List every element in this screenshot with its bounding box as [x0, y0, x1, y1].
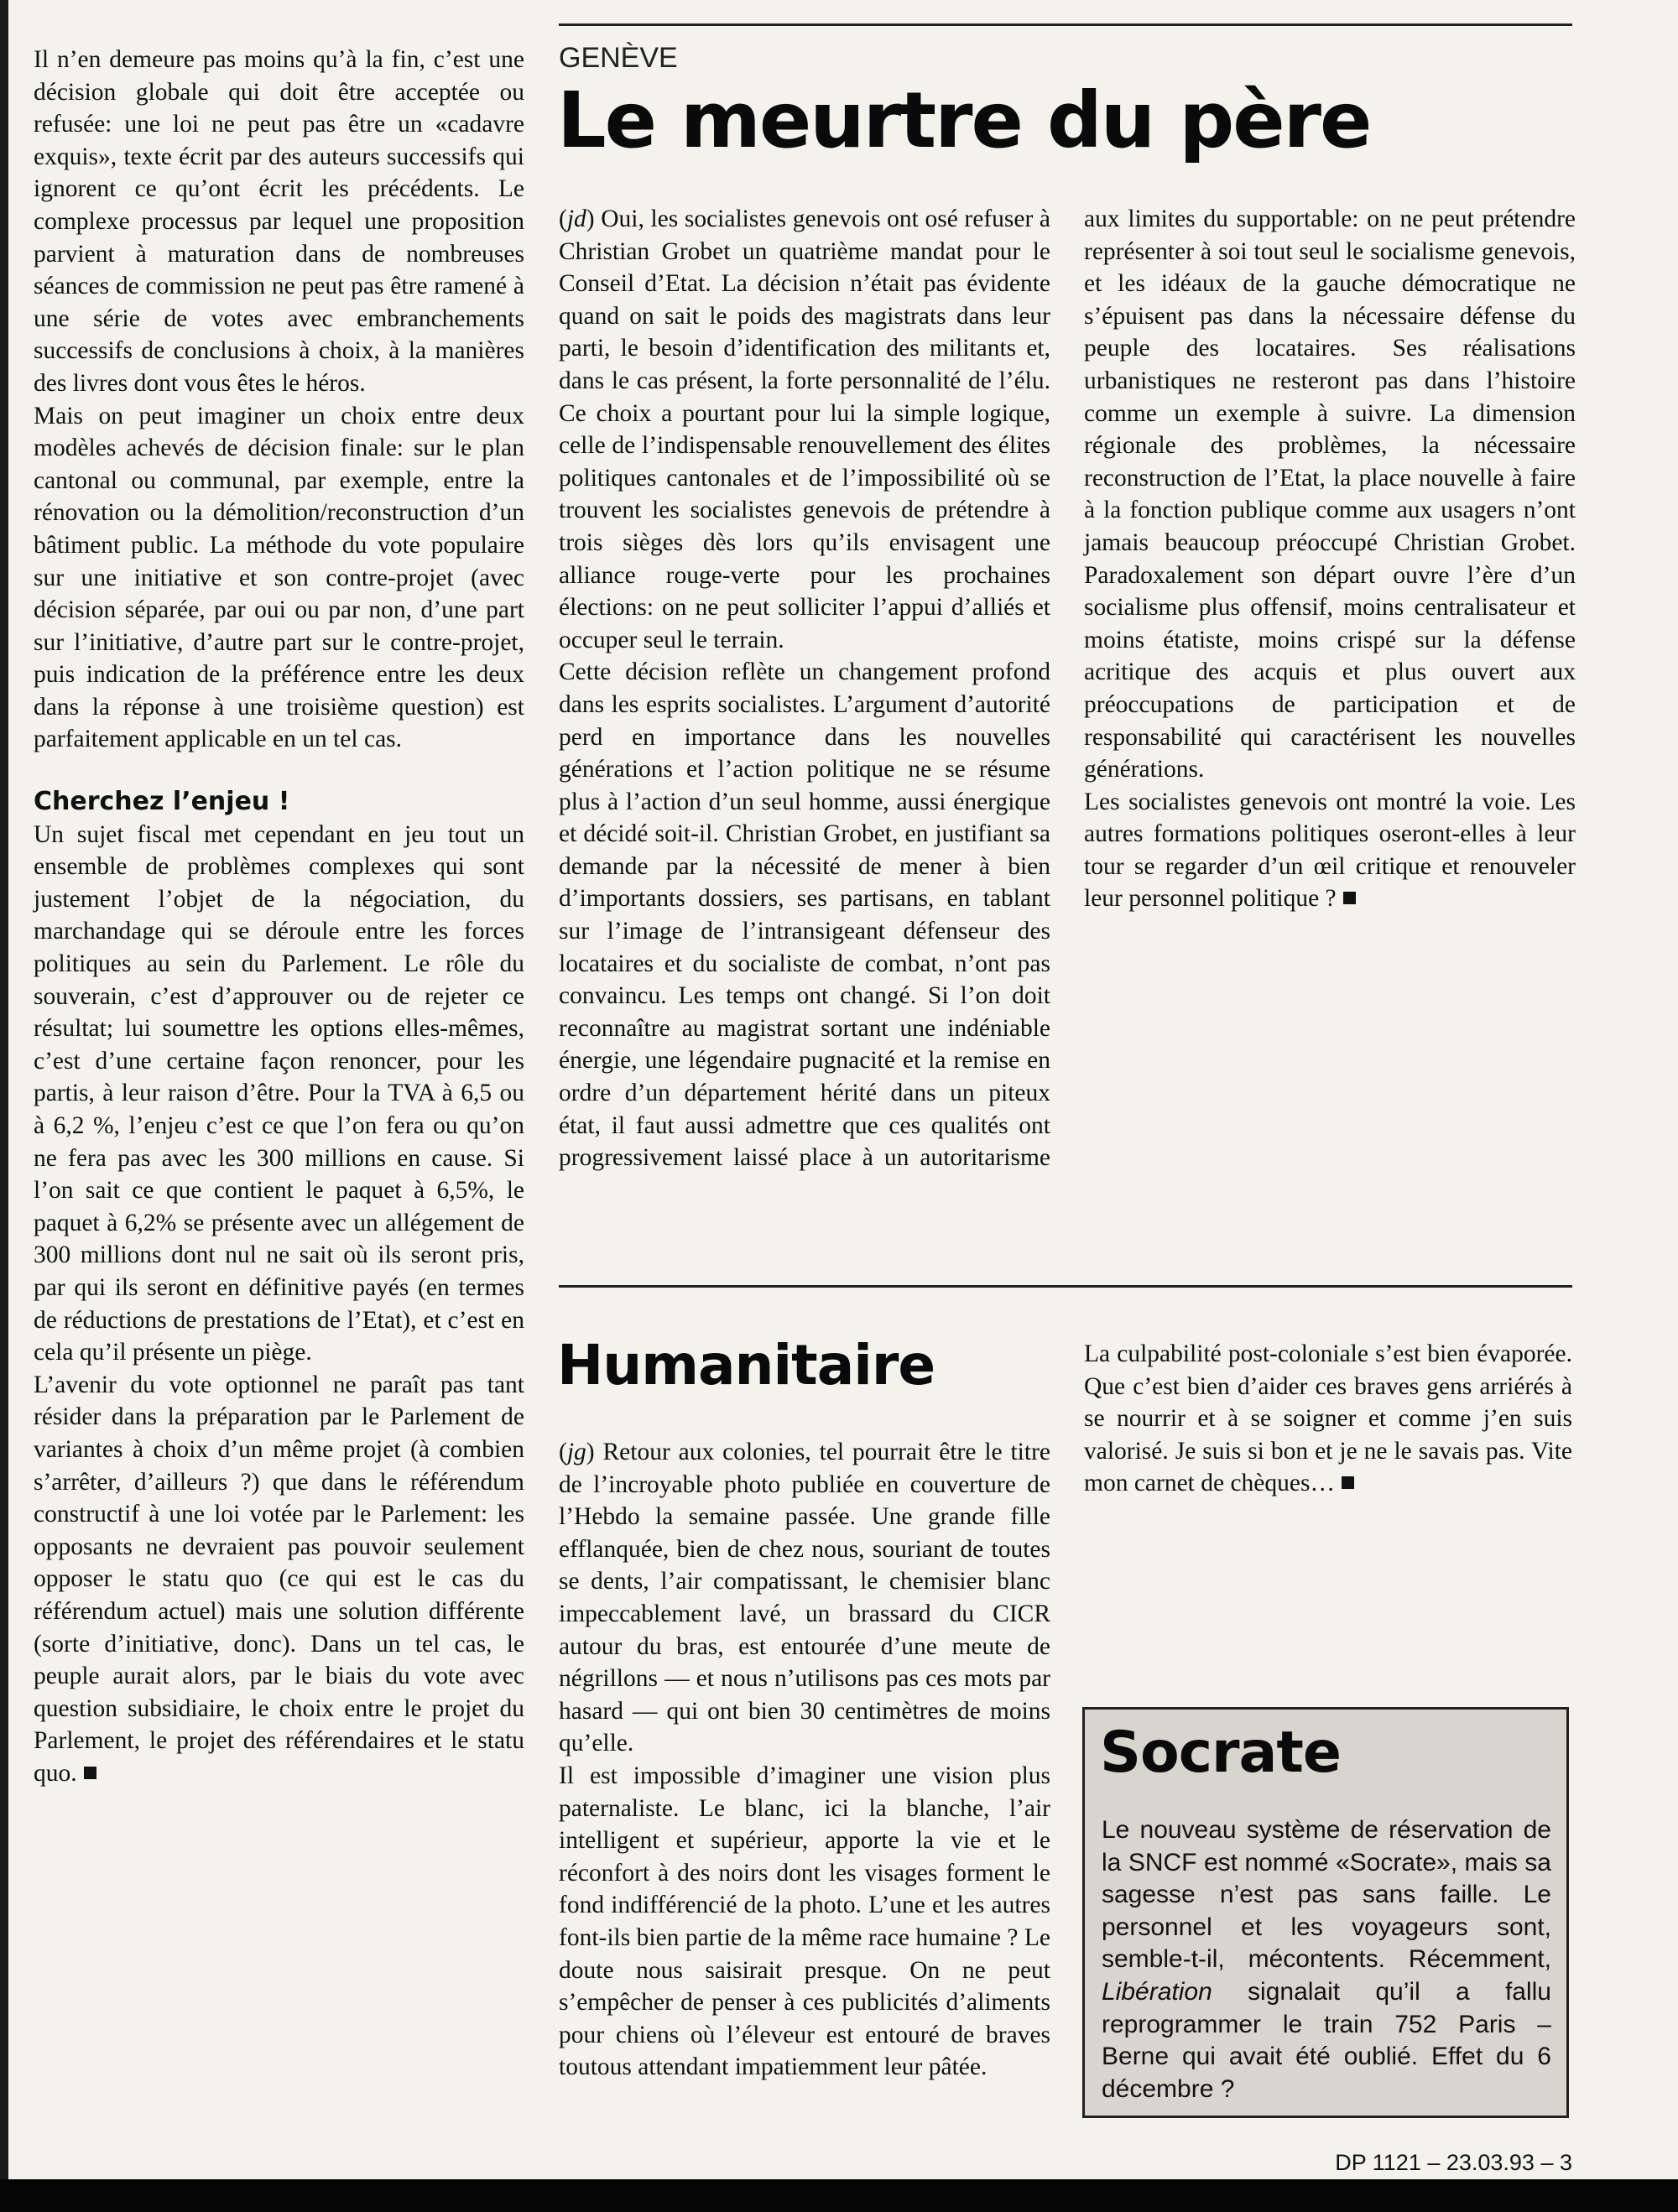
box-text: [1102, 1814, 1551, 2105]
article2-column-1: [559, 1436, 1050, 2084]
article-paragraph: Cette décision reflète un changement profond dans les esprits socialistes. L’argument d’autorité perd en importance dans les nouvelles générations et l’action politique ne se résume plus à l’action d’un seul homme, aussi énergique et décidé soit-il. Christian Grobet, en justifiant sa demande par la nécessité de mener à bien d’importants dossiers, ses partisans, en tablant sur l’image de l’intransigeant défenseur des locataires et du socialiste de combat, n’ont pas convaincu. Les temps ont changé. Si l’on doit reconnaître au magistrat sortant une indéniable énergie, une légendaire pugnacité et la remise en ordre d’un département hérité dans un piteux état, il faut aussi admettre que ces qualités ont progressivement laissé place à un autoritarisme aux limites du supportable: on ne peut prétendre représenter à soi tout seul le socialisme genevois, et les idéaux de la gauche démocratique ne s’épuisent pas dans la nécessaire défense du peuple des locataires. Ses réalisations urbanistiques ne resteront pas dans l’histoire comme un exemple à suivre. La dimension régionale des problèmes, la nécessaire reconstruction de l’Etat, la place nouvelle à faire à la fonction publique comme aux usagers n’ont jamais beaucoup préoccupé Christian Grobet. Paradoxalement son départ ouvre l’ère d’un socialisme plus offensif, moins centralisateur et moins étatiste, moins crispé sur la défense acritique des acquis et plus ouvert aux préoccupations de participation et de responsabilité qui caractérisent les nouvelles générations.: [559, 206, 1576, 1172]
box-title: Socrate: [1100, 1720, 1342, 1786]
article-title: Le meurtre du père: [557, 75, 1371, 165]
section-subhead: Cherchez l’enjeu !: [34, 787, 290, 817]
article-title: Humanitaire: [557, 1333, 935, 1397]
bottom-bar: [0, 2179, 1678, 2212]
end-mark: [84, 1767, 96, 1779]
article2-column-2: [1084, 1338, 1572, 1500]
article-paragraph: (jd) Oui, les socialistes genevois ont osé refuser à Christian Grobet un quatrième mandat pour le Conseil d’Etat. La décision n’était pas évidente quand on sait le poids des magistrats dans leur parti, le besoin d’identification des militants et, dans le cas présent, la forte personnalité de l’élu. Ce choix a pourtant pour lui la simple logique, celle de l’indispensable renouvellement des élites politiques cantonales et de l’impossibilité où se trouvent les socialistes genevois de prétendre à trois sièges dès lors qu’ils envisagent une alliance rouge-verte pour les prochaines élections: on ne peut solliciter l’appui d’alliés et occuper seul le terrain.: [559, 206, 1050, 653]
left-paragraph: L’avenir du vote optionnel ne paraît pas tant résider dans la préparation par le Parlement de variantes à choix d’un même projet (à combien s’arrêter, d’ailleurs ?) que dans le référendum constructif à une loi votée par le Parlement: les opposants ne devraient pas pouvoir seulement opposer le statu quo (ce qui est le cas du référendum actuel) mais une solution différente (sorte d’initiative, donc). Dans un tel cas, le peuple aurait alors, par le biais du vote avec question subsidiaire, le choix entre le projet du Parlement, le projet des référendaires et le statu quo.: [34, 1371, 524, 1787]
page-footer: DP 1121 – 23.03.93 – 3: [1335, 2150, 1572, 2175]
top-rule: [559, 23, 1572, 26]
section-rule: [559, 1285, 1572, 1288]
article-paragraph: (jg) Retour aux colonies, tel pourrait être le titre de l’incroyable photo publiée en couverture de l’Hebdo la semaine passée. Une grande fille efflanquée, bien de chez nous, souriant de toutes se dents, l’air compatissant, le chemisier blanc impeccablement lavé, un brassard du CICR autour du bras, est entourée d’une meute de négrillons — et nous n’utilisons pas ces mots par hasard — qui ont bien 30 centimètres de moins qu’elle.: [559, 1439, 1050, 1757]
box-paragraph: Le nouveau système de réservation de la SNCF est nommé «Socrate», mais sa sagesse n’est pas sans faille. Le personnel et les voyageurs sont, semble-t-il, mécontents. Récemment, Libération signalait qu’il a fallu reprogrammer le train 752 Paris – Berne qui avait été oublié. Effet du 6 décembre ?: [1102, 1816, 1551, 2103]
end-mark: [1342, 1476, 1354, 1489]
left-paragraph: Il n’en demeure pas moins qu’à la fin, c’est une décision globale qui doit être acceptée ou refusée: une loi ne peut pas être un «cadavre exquis», texte écrit par des auteurs successifs qui ignorent ce qu’ont écrit les précédents. Le complexe processus par lequel une proposition parvient à maturation dans de nombreuses séances de commission ne peut pas être ramené à une série de votes avec embranchements successifs de conclusions à choix, à la manières des livres dont vous êtes le héros.: [34, 46, 524, 397]
article-paragraph: Il est impossible d’imaginer une vision plus paternaliste. Le blanc, ici la blanche, l’air intelligent et supérieur, apporte la vie et le réconfort à des noirs dont les visages forment le fond indifférencié de la photo. L’une et les autres font-ils bien partie de la même race humaine ? Le doute nous saisirait presque. On ne peut s’empêcher de penser à ces publicités d’aliments pour chiens où l’éleveur est entouré de braves toutous attendant impatiemment leur pâtée.: [559, 1762, 1050, 2081]
article-kicker: GENÈVE: [559, 42, 678, 74]
left-column: [34, 44, 524, 1789]
end-mark: [1343, 892, 1356, 904]
author-initials: jg: [566, 1439, 586, 1465]
left-paragraph: Mais on peut imaginer un choix entre deux modèles achevés de décision finale: sur le plan cantonal ou communal, par exemple, entre la rénovation ou la démolition/reconstruction d’un bâtiment public. La méthode du vote populaire sur une initiative et son contre-projet (avec décision séparée, par oui ou par non, d’une part sur l’initiative, d’autre part sur le contre-projet, puis indication de la préférence entre les deux dans la réponse à une troisième question) est parfaitement applicable en un tel cas.: [34, 402, 524, 753]
article-paragraph: La culpabilité post-coloniale s’est bien évaporée. Que c’est bien d’aider ces braves gens arriérés à se nourrir et à se soigner et comme j’en suis valorisé. Je suis si bon et je ne le savais pas. Vite mon carnet de chèques…: [1084, 1340, 1572, 1497]
author-initials: jd: [566, 206, 586, 232]
socrate-box: [1082, 1707, 1569, 2118]
scan-edge: [0, 0, 8, 2212]
article1-body: [559, 203, 1576, 1206]
newspaper-name: Libération: [1102, 1977, 1212, 2006]
left-paragraph: Un sujet fiscal met cependant en jeu tout un ensemble de problèmes complexes qui sont justement l’objet de la négociation, du marchandage qui se déroule entre les forces politiques au sein du Parlement. Le rôle du souverain, c’est d’approuver ou de rejeter ce résultat; lui soumettre les options elles-mêmes, c’est d’une certaine façon renoncer, pour les partis, à leur raison d’être. Pour la TVA à 6,5 ou à 6,2 %, l’enjeu c’est ce que l’on fera ou qu’on ne fera pas avec les 300 millions en cause. Si l’on sait ce que contient le paquet à 6,5%, le paquet à 6,2% se présente avec un allégement de 300 millions dont nul ne sait où ils seront pris, par qui ils seront en définitive payés (en termes de réductions de prestations de l’Etat), et c’est en cela qu’il présente un piège.: [34, 820, 524, 1366]
article-paragraph: Les socialistes genevois ont montré la voie. Les autres formations politiques oseront-elles à leur tour se regarder d’un œil critique et renouveler leur personnel politique ?: [1084, 788, 1576, 913]
